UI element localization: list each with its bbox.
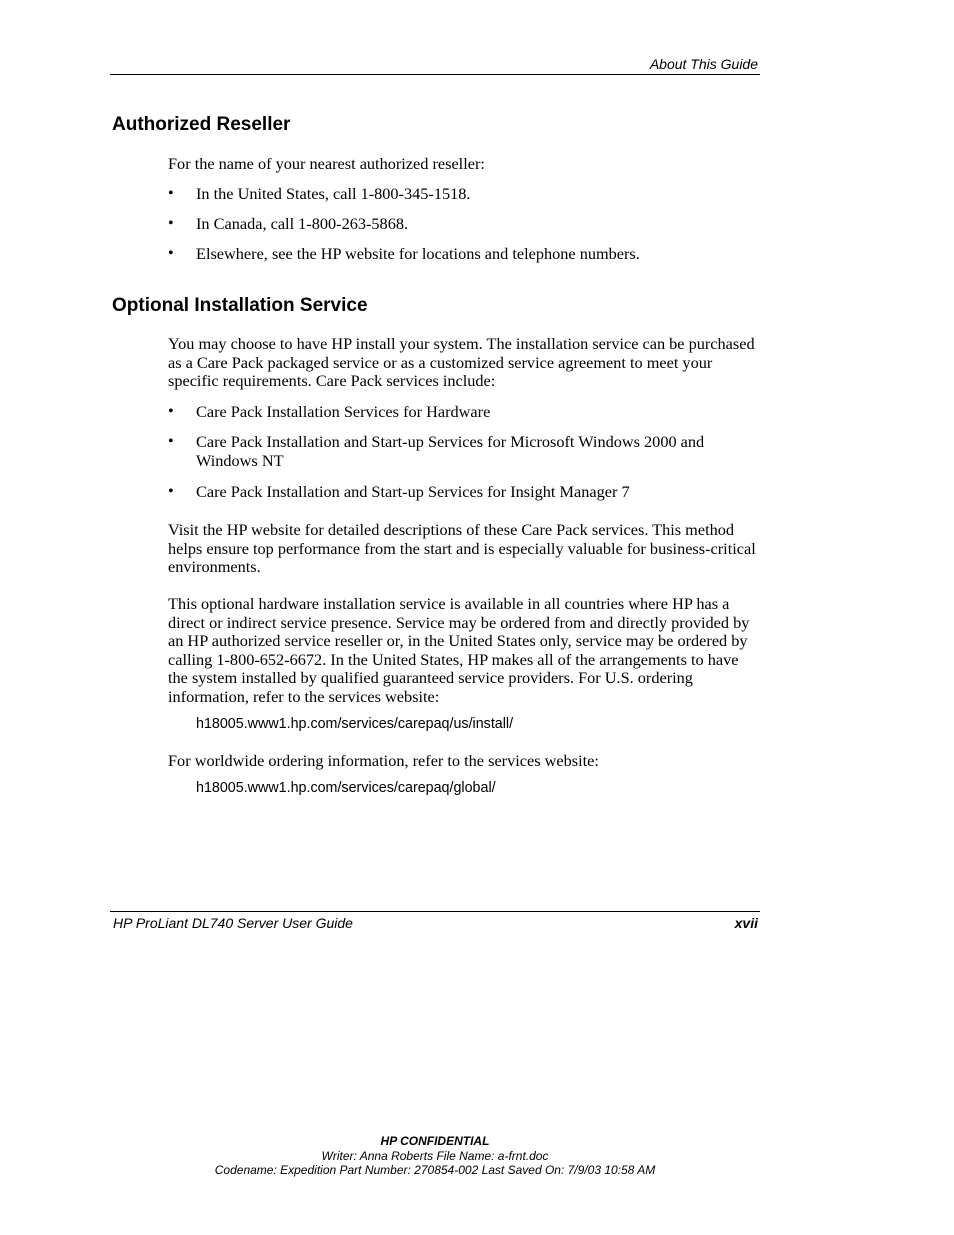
global-services-url[interactable]: h18005.www1.hp.com/services/carepaq/global/ bbox=[196, 780, 496, 796]
ordering-paragraph: This optional hardware installation service is available in all countries where HP has a direct or indirect service presence. Service may be ordered from and directly provided by an HP authorized service reseller or, in the United States only, service may be ordered by calling 1-800-652-6672. In the United States, HP makes all of the arrangements to have the system installed by qualified guaranteed service providers. For U.S. ordering information, refer to the services website: bbox=[168, 594, 750, 706]
bullet-icon: • bbox=[168, 245, 174, 262]
bullet-icon: • bbox=[168, 185, 174, 202]
section-heading-authorized-reseller: Authorized Reseller bbox=[112, 114, 291, 135]
list-item: Care Pack Installation Services for Hardware bbox=[196, 402, 491, 421]
us-services-url[interactable]: h18005.www1.hp.com/services/carepaq/us/install/ bbox=[196, 716, 514, 732]
bullet-icon: • bbox=[168, 403, 174, 420]
section-heading-optional-installation: Optional Installation Service bbox=[112, 295, 368, 316]
worldwide-ordering-text: For worldwide ordering information, refer to the services website: bbox=[168, 751, 599, 770]
running-header: About This Guide bbox=[649, 56, 758, 72]
footer-rule bbox=[110, 911, 760, 912]
footer-book-title: HP ProLiant DL740 Server User Guide bbox=[113, 915, 353, 931]
bullet-icon: • bbox=[168, 433, 174, 450]
list-item: Care Pack Installation and Start-up Services for Microsoft Windows 2000 and Windows NT bbox=[196, 432, 705, 470]
confidential-writer-line: Writer: Anna Roberts File Name: a-frnt.doc bbox=[321, 1149, 549, 1163]
list-item: Elsewhere, see the HP website for locations and telephone numbers. bbox=[196, 244, 640, 263]
bullet-icon: • bbox=[168, 215, 174, 232]
list-item: In the United States, call 1-800-345-1518. bbox=[196, 184, 471, 203]
bullet-icon: • bbox=[168, 483, 174, 500]
confidential-title: HP CONFIDENTIAL bbox=[380, 1134, 490, 1148]
header-rule bbox=[110, 74, 760, 75]
list-item: In Canada, call 1-800-263-5868. bbox=[196, 214, 409, 233]
installation-intro: You may choose to have HP install your system. The installation service can be purchased as a Care Pack packaged service or as a customized service agreement to meet your specific requirements. Care Pack services include: bbox=[168, 334, 755, 391]
list-item: Care Pack Installation and Start-up Services for Insight Manager 7 bbox=[196, 482, 630, 501]
care-pack-description: Visit the HP website for detailed descriptions of these Care Pack services. This method helps ensure top performance from the start and is especially valuable for business-critical environments. bbox=[168, 520, 756, 577]
page-number: xvii bbox=[734, 915, 758, 931]
reseller-intro: For the name of your nearest authorized reseller: bbox=[168, 154, 485, 173]
confidential-codename-line: Codename: Expedition Part Number: 270854-002 Last Saved On: 7/9/03 10:58 AM bbox=[214, 1163, 656, 1177]
